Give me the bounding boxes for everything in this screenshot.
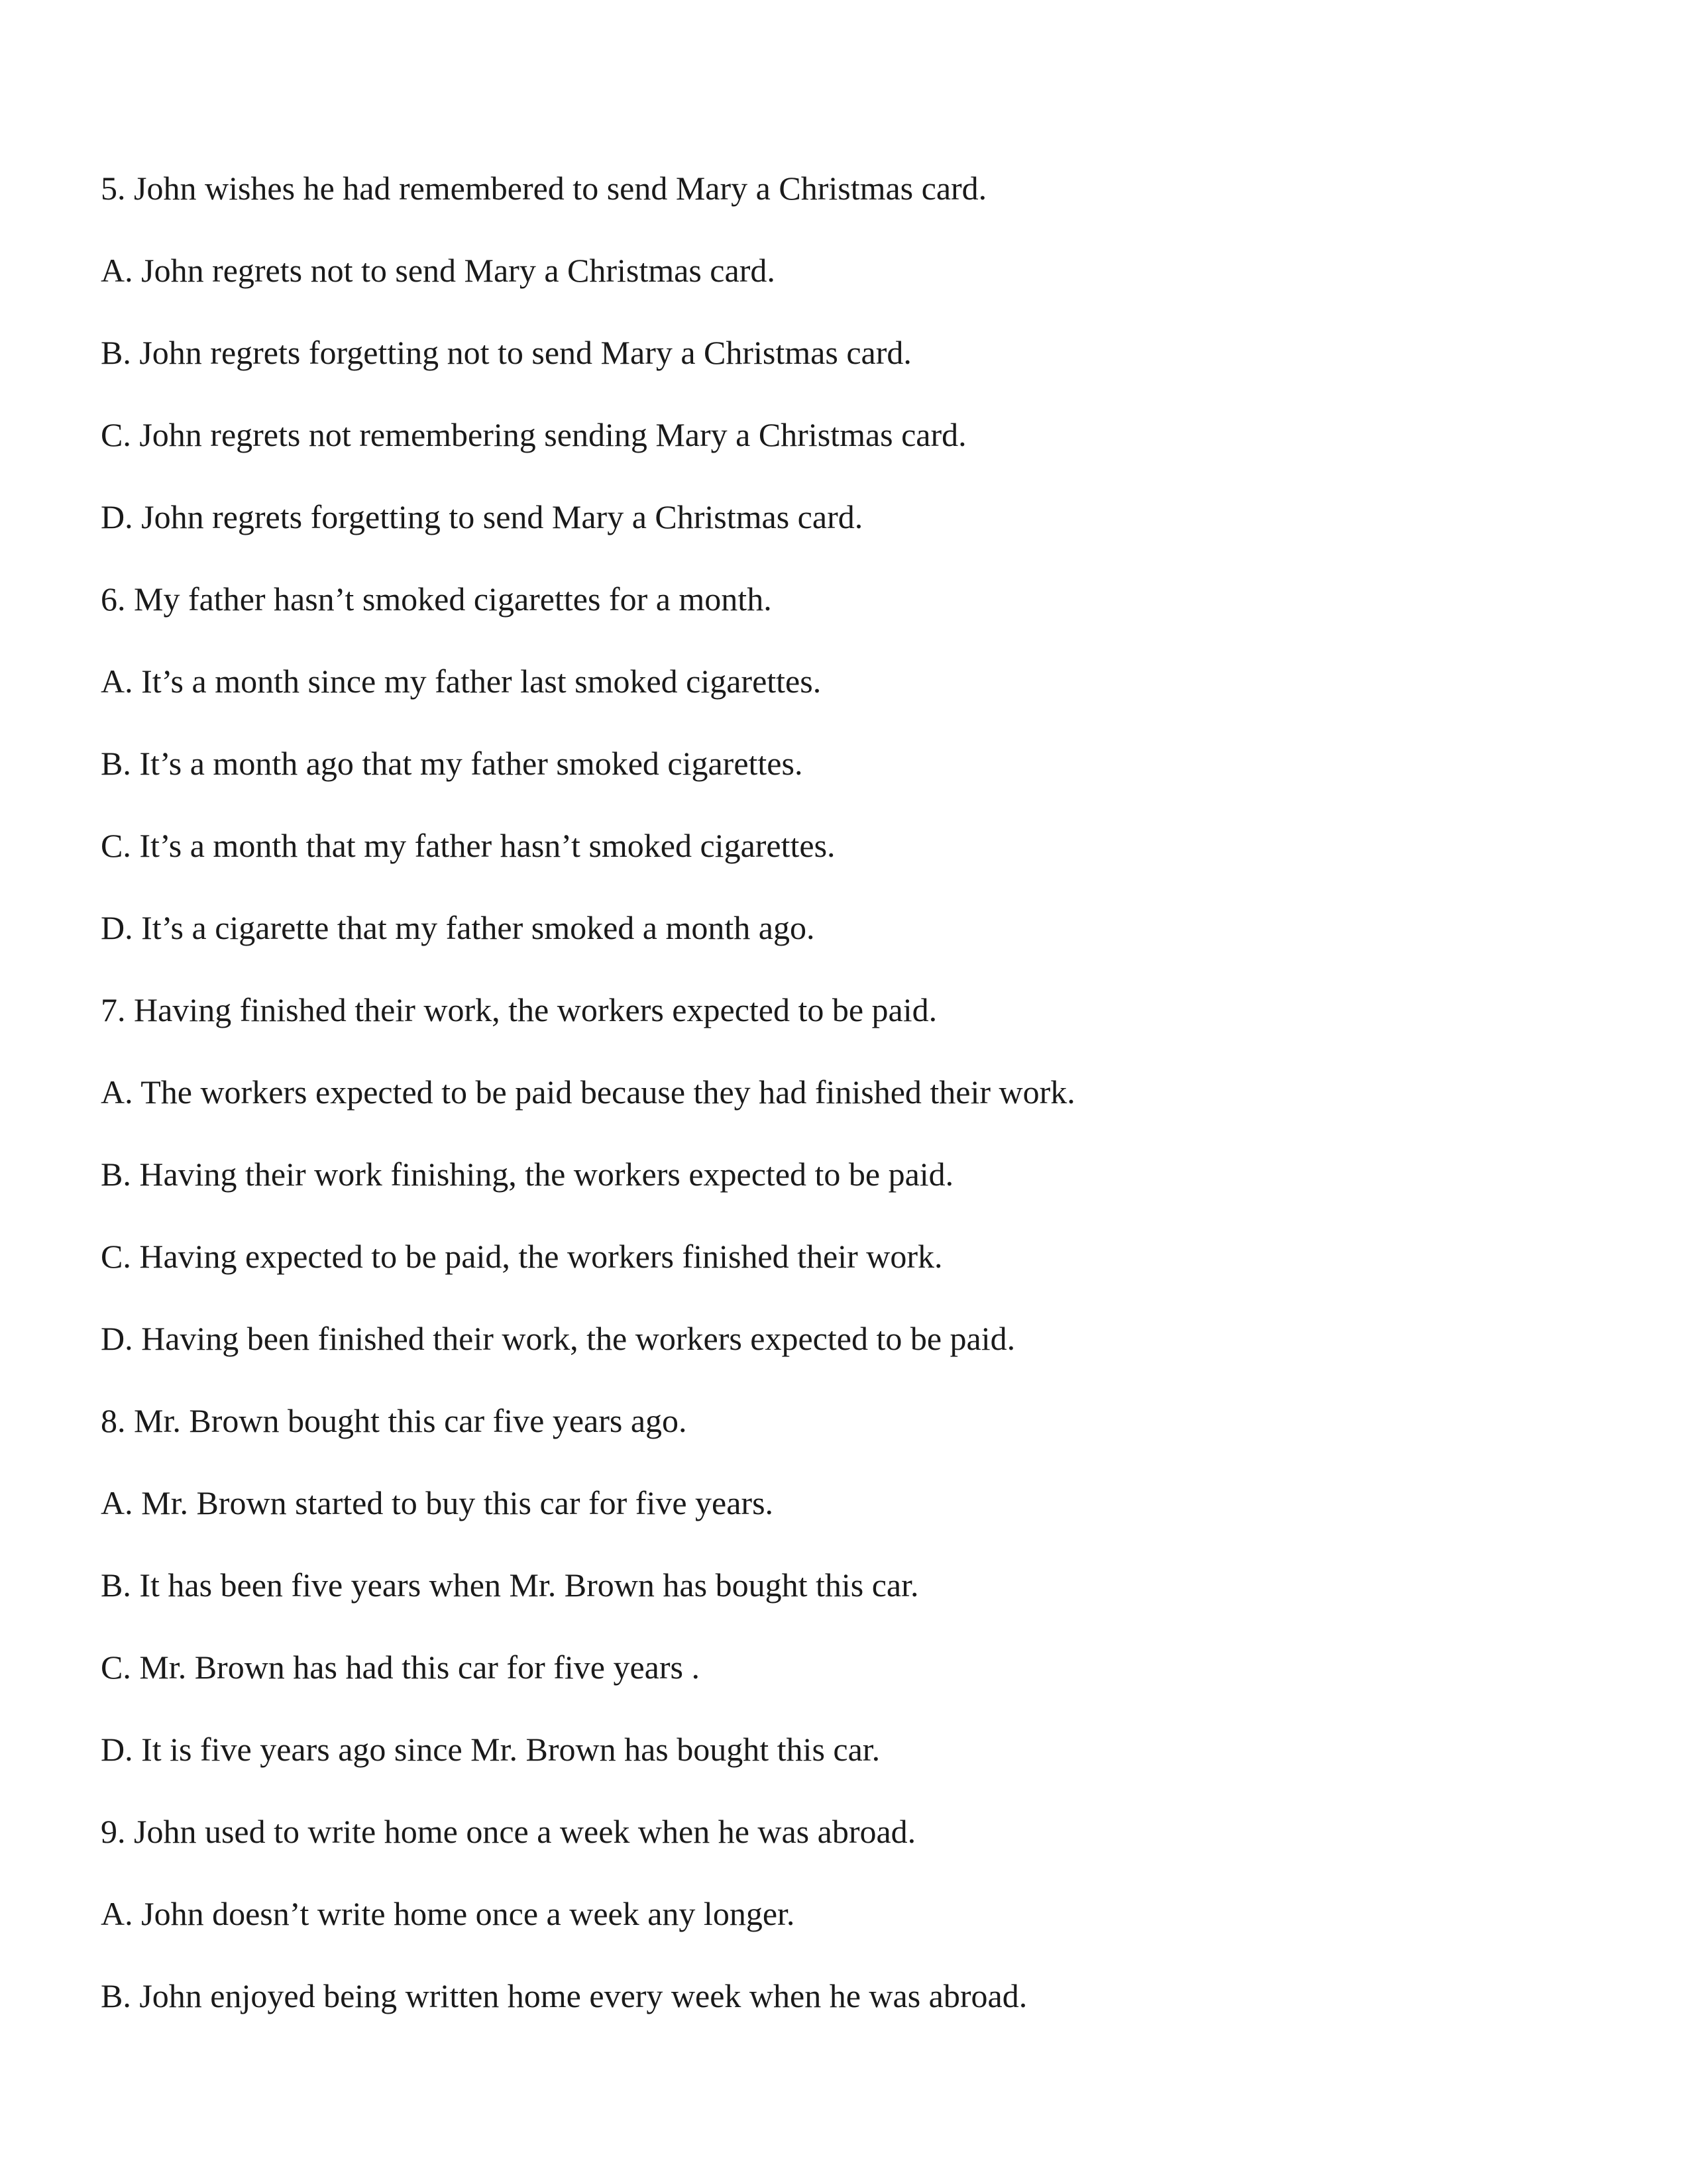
- question-5-option-c: C. John regrets not remembering sending Mary a Christmas card.: [101, 416, 967, 453]
- question-5-option-d: D. John regrets forgetting to send Mary a Christmas card.: [101, 498, 863, 535]
- question-8-option-b: B. It has been five years when Mr. Brown has bought this car.: [101, 1566, 919, 1604]
- question-7-option-a: A. The workers expected to be paid because they had finished their work.: [101, 1073, 1075, 1111]
- question-6-option-b: B. It’s a month ago that my father smoked cigarettes.: [101, 745, 803, 782]
- question-6-option-d: D. It’s a cigarette that my father smoked a month ago.: [101, 909, 815, 946]
- question-6-option-c: C. It’s a month that my father hasn’t smoked cigarettes.: [101, 827, 836, 864]
- question-9-stem: 9. John used to write home once a week when he was abroad.: [101, 1813, 916, 1850]
- question-8-option-d: D. It is five years ago since Mr. Brown has bought this car.: [101, 1731, 881, 1768]
- question-5-stem: 5. John wishes he had remembered to send Mary a Christmas card.: [101, 170, 987, 207]
- question-5-option-b: B. John regrets forgetting not to send Mary a Christmas card.: [101, 334, 912, 371]
- question-7-stem: 7. Having finished their work, the workers expected to be paid.: [101, 991, 938, 1028]
- question-8-stem: 8. Mr. Brown bought this car five years ago.: [101, 1402, 687, 1439]
- question-6-option-a: A. It’s a month since my father last smoked cigarettes.: [101, 663, 822, 700]
- question-5-option-a: A. John regrets not to send Mary a Christmas card.: [101, 252, 775, 289]
- question-9-option-a: A. John doesn’t write home once a week any longer.: [101, 1895, 795, 1932]
- question-8-option-c: C. Mr. Brown has had this car for five years .: [101, 1649, 700, 1686]
- question-7-option-c: C. Having expected to be paid, the workers finished their work.: [101, 1238, 943, 1275]
- question-7-option-d: D. Having been finished their work, the workers expected to be paid.: [101, 1320, 1016, 1357]
- question-list: [101, 167, 1075, 2057]
- question-9-option-b: B. John enjoyed being written home every week when he was abroad.: [101, 1977, 1028, 2014]
- question-8-option-a: A. Mr. Brown started to buy this car for five years.: [101, 1484, 774, 1521]
- question-6-stem: 6. My father hasn’t smoked cigarettes for a month.: [101, 580, 772, 618]
- question-7-option-b: B. Having their work finishing, the workers expected to be paid.: [101, 1156, 954, 1193]
